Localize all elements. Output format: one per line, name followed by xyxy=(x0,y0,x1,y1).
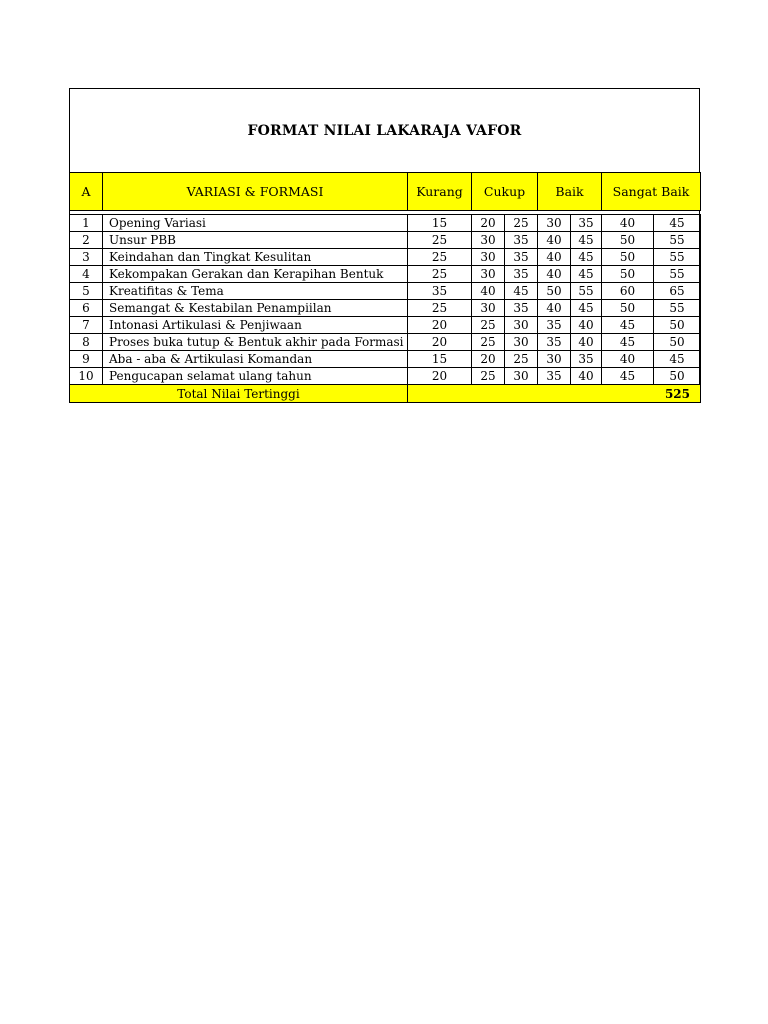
cukup-low-cell: 30 xyxy=(472,249,505,266)
sangat-baik-high-cell: 55 xyxy=(654,232,701,249)
baik-high-cell: 40 xyxy=(571,334,602,351)
kurang-cell: 25 xyxy=(408,266,472,283)
cukup-high-cell: 25 xyxy=(505,215,538,232)
baik-low-cell: 30 xyxy=(538,351,571,368)
kurang-cell: 25 xyxy=(408,232,472,249)
sangat-baik-low-cell: 50 xyxy=(602,300,654,317)
row-number: 7 xyxy=(70,317,103,334)
header-kurang: Kurang xyxy=(408,173,472,211)
sangat-baik-high-cell: 55 xyxy=(654,249,701,266)
table-header-row xyxy=(70,173,701,211)
row-number: 3 xyxy=(70,249,103,266)
baik-high-cell: 35 xyxy=(571,351,602,368)
cukup-high-cell: 35 xyxy=(505,232,538,249)
sangat-baik-low-cell: 50 xyxy=(602,249,654,266)
cukup-low-cell: 20 xyxy=(472,351,505,368)
criteria-cell: Kekompakan Gerakan dan Kerapihan Bentuk xyxy=(103,266,408,283)
header-no: A xyxy=(70,173,103,211)
sangat-baik-low-cell: 40 xyxy=(602,351,654,368)
row-number: 2 xyxy=(70,232,103,249)
criteria-cell: Semangat & Kestabilan Penampiilan xyxy=(103,300,408,317)
cukup-low-cell: 20 xyxy=(472,215,505,232)
baik-low-cell: 35 xyxy=(538,368,571,385)
baik-high-cell: 45 xyxy=(571,249,602,266)
criteria-cell: Keindahan dan Tingkat Kesulitan xyxy=(103,249,408,266)
table-row xyxy=(70,334,701,351)
row-number: 10 xyxy=(70,368,103,385)
sangat-baik-low-cell: 45 xyxy=(602,368,654,385)
sangat-baik-low-cell: 50 xyxy=(602,266,654,283)
header-cukup: Cukup xyxy=(472,173,538,211)
sangat-baik-high-cell: 45 xyxy=(654,351,701,368)
cukup-high-cell: 30 xyxy=(505,334,538,351)
table-row xyxy=(70,232,701,249)
kurang-cell: 20 xyxy=(408,334,472,351)
cukup-high-cell: 35 xyxy=(505,266,538,283)
criteria-cell: Pengucapan selamat ulang tahun xyxy=(103,368,408,385)
criteria-cell: Intonasi Artikulasi & Penjiwaan xyxy=(103,317,408,334)
cukup-high-cell: 30 xyxy=(505,317,538,334)
sangat-baik-high-cell: 55 xyxy=(654,300,701,317)
row-number: 9 xyxy=(70,351,103,368)
cukup-low-cell: 25 xyxy=(472,368,505,385)
cukup-low-cell: 25 xyxy=(472,334,505,351)
total-value: 525 xyxy=(408,385,701,403)
criteria-cell: Opening Variasi xyxy=(103,215,408,232)
baik-high-cell: 45 xyxy=(571,300,602,317)
baik-high-cell: 45 xyxy=(571,266,602,283)
score-sheet xyxy=(69,88,700,403)
cukup-high-cell: 35 xyxy=(505,249,538,266)
cukup-low-cell: 25 xyxy=(472,317,505,334)
header-criteria: VARIASI & FORMASI xyxy=(103,173,408,211)
table-row xyxy=(70,368,701,385)
row-number: 8 xyxy=(70,334,103,351)
baik-low-cell: 30 xyxy=(538,215,571,232)
baik-low-cell: 40 xyxy=(538,266,571,283)
baik-high-cell: 45 xyxy=(571,232,602,249)
criteria-cell: Aba - aba & Artikulasi Komandan xyxy=(103,351,408,368)
kurang-cell: 15 xyxy=(408,351,472,368)
sangat-baik-high-cell: 45 xyxy=(654,215,701,232)
baik-low-cell: 35 xyxy=(538,334,571,351)
sangat-baik-high-cell: 50 xyxy=(654,334,701,351)
baik-high-cell: 40 xyxy=(571,317,602,334)
baik-low-cell: 35 xyxy=(538,317,571,334)
baik-low-cell: 50 xyxy=(538,283,571,300)
baik-high-cell: 35 xyxy=(571,215,602,232)
baik-high-cell: 55 xyxy=(571,283,602,300)
cukup-high-cell: 30 xyxy=(505,368,538,385)
header-baik: Baik xyxy=(538,173,602,211)
score-table xyxy=(69,172,701,403)
table-row xyxy=(70,249,701,266)
page-title: FORMAT NILAI LAKARAJA VAFOR xyxy=(247,123,522,139)
kurang-cell: 25 xyxy=(408,300,472,317)
baik-low-cell: 40 xyxy=(538,300,571,317)
total-label: Total Nilai Tertinggi xyxy=(70,385,408,403)
table-row xyxy=(70,215,701,232)
kurang-cell: 25 xyxy=(408,249,472,266)
cukup-high-cell: 25 xyxy=(505,351,538,368)
criteria-cell: Unsur PBB xyxy=(103,232,408,249)
cukup-high-cell: 45 xyxy=(505,283,538,300)
table-row xyxy=(70,266,701,283)
sangat-baik-low-cell: 60 xyxy=(602,283,654,300)
kurang-cell: 35 xyxy=(408,283,472,300)
cukup-low-cell: 30 xyxy=(472,300,505,317)
row-number: 5 xyxy=(70,283,103,300)
cukup-low-cell: 40 xyxy=(472,283,505,300)
kurang-cell: 20 xyxy=(408,368,472,385)
header-sangat-baik: Sangat Baik xyxy=(602,173,701,211)
table-row xyxy=(70,300,701,317)
sangat-baik-high-cell: 50 xyxy=(654,368,701,385)
baik-high-cell: 40 xyxy=(571,368,602,385)
row-number: 1 xyxy=(70,215,103,232)
cukup-low-cell: 30 xyxy=(472,232,505,249)
title-area xyxy=(70,89,699,172)
row-number: 6 xyxy=(70,300,103,317)
sangat-baik-low-cell: 45 xyxy=(602,317,654,334)
total-row xyxy=(70,385,701,403)
sangat-baik-high-cell: 55 xyxy=(654,266,701,283)
kurang-cell: 15 xyxy=(408,215,472,232)
sangat-baik-high-cell: 65 xyxy=(654,283,701,300)
cukup-low-cell: 30 xyxy=(472,266,505,283)
sangat-baik-low-cell: 40 xyxy=(602,215,654,232)
row-number: 4 xyxy=(70,266,103,283)
criteria-cell: Kreatifitas & Tema xyxy=(103,283,408,300)
sangat-baik-high-cell: 50 xyxy=(654,317,701,334)
table-row xyxy=(70,317,701,334)
sangat-baik-low-cell: 45 xyxy=(602,334,654,351)
cukup-high-cell: 35 xyxy=(505,300,538,317)
table-row xyxy=(70,351,701,368)
baik-low-cell: 40 xyxy=(538,249,571,266)
sangat-baik-low-cell: 50 xyxy=(602,232,654,249)
table-row xyxy=(70,283,701,300)
kurang-cell: 20 xyxy=(408,317,472,334)
criteria-cell: Proses buka tutup & Bentuk akhir pada Formasi xyxy=(103,334,408,351)
baik-low-cell: 40 xyxy=(538,232,571,249)
